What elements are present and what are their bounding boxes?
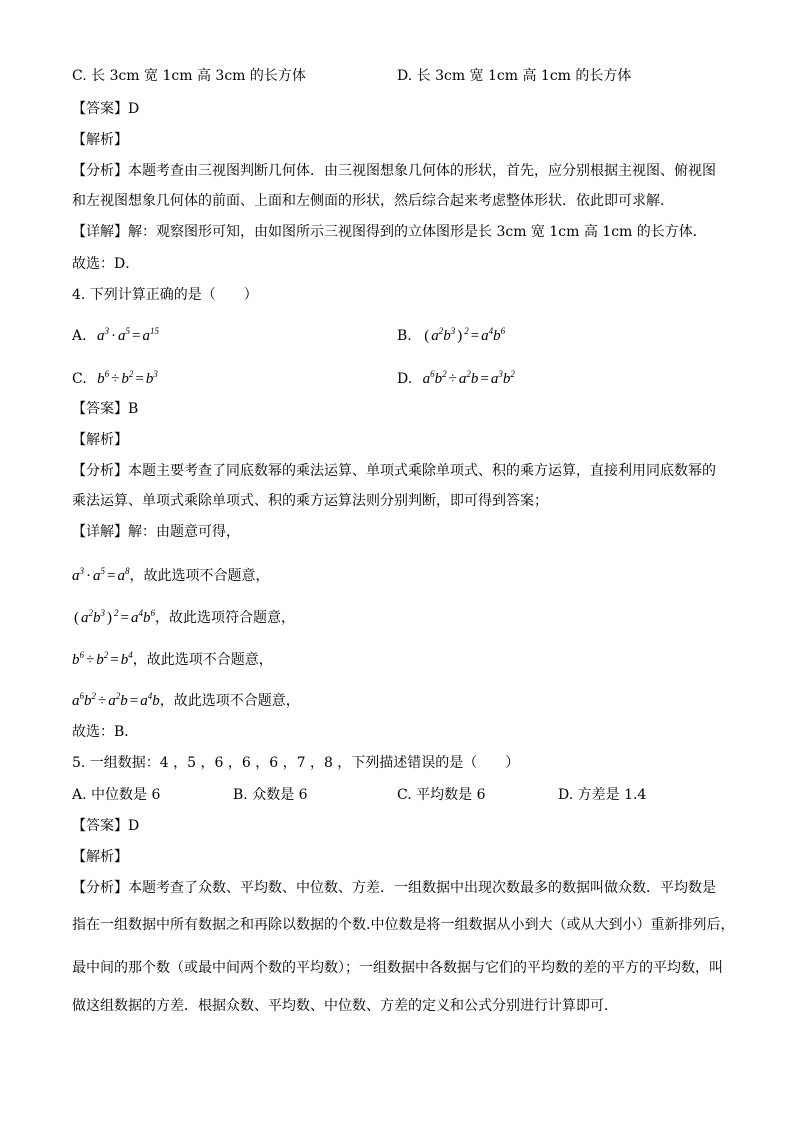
q4-step-1	[72, 561, 269, 586]
q4-choose: 故选：B．	[72, 724, 139, 740]
q4-step-4	[72, 686, 300, 711]
q5-fenxi-line-4: 做这组数据的方差．根据众数、平均数、中位数、方差的定义和公式分别进行计算即可．	[72, 998, 618, 1014]
q3-answer: 【答案】D	[72, 101, 140, 117]
q4-step-3-formula: $b^6 \div b^2 = b^4$	[72, 650, 133, 668]
q3-detail: 【详解】解：观察图形可知，由如图所示三视图得到的立体图形是长 3cm 宽 1cm 高 1cm 的长方体．	[72, 224, 707, 240]
q4-detail: 【详解】解：由题意可得，	[72, 524, 240, 540]
q5-fenxi-line-1: 【分析】本题考查了众数、平均数、中位数、方差．一组数据中出现次数最多的数据叫做众数．平均数是	[72, 880, 716, 896]
q5-answer: 【答案】D	[72, 818, 140, 834]
q4-fenxi-line-2: 乘法运算、单项式乘除单项式、积的乘方运算法则分别判断，即可得到答案；	[72, 493, 548, 509]
q4-step-3	[72, 645, 273, 670]
q4-option-d-formula: $a^6b^2 \div a^2b = a^3b^2$	[422, 369, 515, 387]
q5-stem: 5. 一组数据：4 ，5 ，6 ，6 ，6 ，7 ，8 ，下列描述错误的是（ ）	[72, 755, 520, 771]
q3-option-c: C. 长 3cm 宽 1cm 高 3cm 的长方体	[72, 68, 306, 84]
q4-option-c-formula: $b^6 \div b^2 = b^3$	[97, 369, 158, 387]
q4-option-b-formula: ( $a^2b^3$ ) $^2 = a^4b^6$	[424, 326, 506, 344]
q5-option-c: C. 平均数是 6	[397, 787, 486, 803]
q4-option-d	[397, 364, 515, 389]
q4-option-c-label: C.	[72, 371, 87, 387]
q4-step-4-formula: $a^6b^2 \div a^2b = a^4b$	[72, 691, 160, 709]
q4-step-1-formula: $a^3 \cdot a^5 = a^8$	[72, 566, 130, 584]
q3-option-d: D. 长 3cm 宽 1cm 高 1cm 的长方体	[397, 68, 632, 84]
q3-choose: 故选：D．	[72, 256, 140, 272]
q5-fenxi-line-3: 最中间的那个数（或最中间两个数的平均数）；一组数据中各数据与它们的平均数的差的平方的平均数，叫	[72, 960, 723, 976]
q3-analysis-heading: 【解析】	[72, 132, 128, 148]
q4-step-2-text: ，故此选项符合题意，	[154, 610, 295, 626]
q4-option-d-label: D.	[397, 371, 413, 387]
q5-fenxi-line-2: 指在一组数据中所有数据之和再除以数据的个数.中位数是将一组数据从小到大（或从大到小）重新排列后，	[72, 917, 735, 933]
q4-answer: 【答案】B	[72, 401, 139, 417]
q4-fenxi-line-1: 【分析】本题主要考查了同底数幂的乘法运算、单项式乘除单项式、积的乘方运算，直接利用同底数幂的	[72, 463, 716, 479]
q4-step-1-text: ，故此选项不合题意，	[129, 568, 270, 584]
q3-fenxi-line-2: 和左视图想象几何体的前面、上面和左侧面的形状，然后综合起来考虑整体形状．依此即可求解．	[72, 193, 674, 209]
q5-option-b: B. 众数是 6	[233, 787, 308, 803]
q3-fenxi-line-1: 【分析】本题考查由三视图判断几何体．由三视图想象几何体的形状，首先，应分别根据主视图、俯视图	[72, 163, 716, 179]
q4-step-2-formula: ( $a^2b^3$ ) $^2 = a^4b^6$	[74, 608, 155, 626]
q5-analysis-heading: 【解析】	[72, 849, 128, 865]
q4-option-a-label: A.	[72, 328, 87, 344]
q4-option-b-label: B.	[397, 328, 412, 344]
q4-analysis-heading: 【解析】	[72, 432, 128, 448]
q4-step-2	[72, 603, 295, 628]
q4-option-a	[72, 321, 159, 346]
q4-option-c	[72, 364, 158, 389]
q4-stem: 4. 下列计算正确的是（ ）	[72, 287, 258, 303]
q5-option-d: D. 方差是 1.4	[558, 787, 647, 803]
q4-option-a-formula: $a^3 \cdot a^5 = a^{15}$	[97, 326, 159, 344]
q4-option-b	[397, 321, 505, 346]
q4-step-4-text: ，故此选项不合题意，	[159, 693, 300, 709]
q5-option-a: A. 中位数是 6	[72, 787, 161, 803]
q4-step-3-text: ，故此选项不合题意，	[132, 652, 273, 668]
